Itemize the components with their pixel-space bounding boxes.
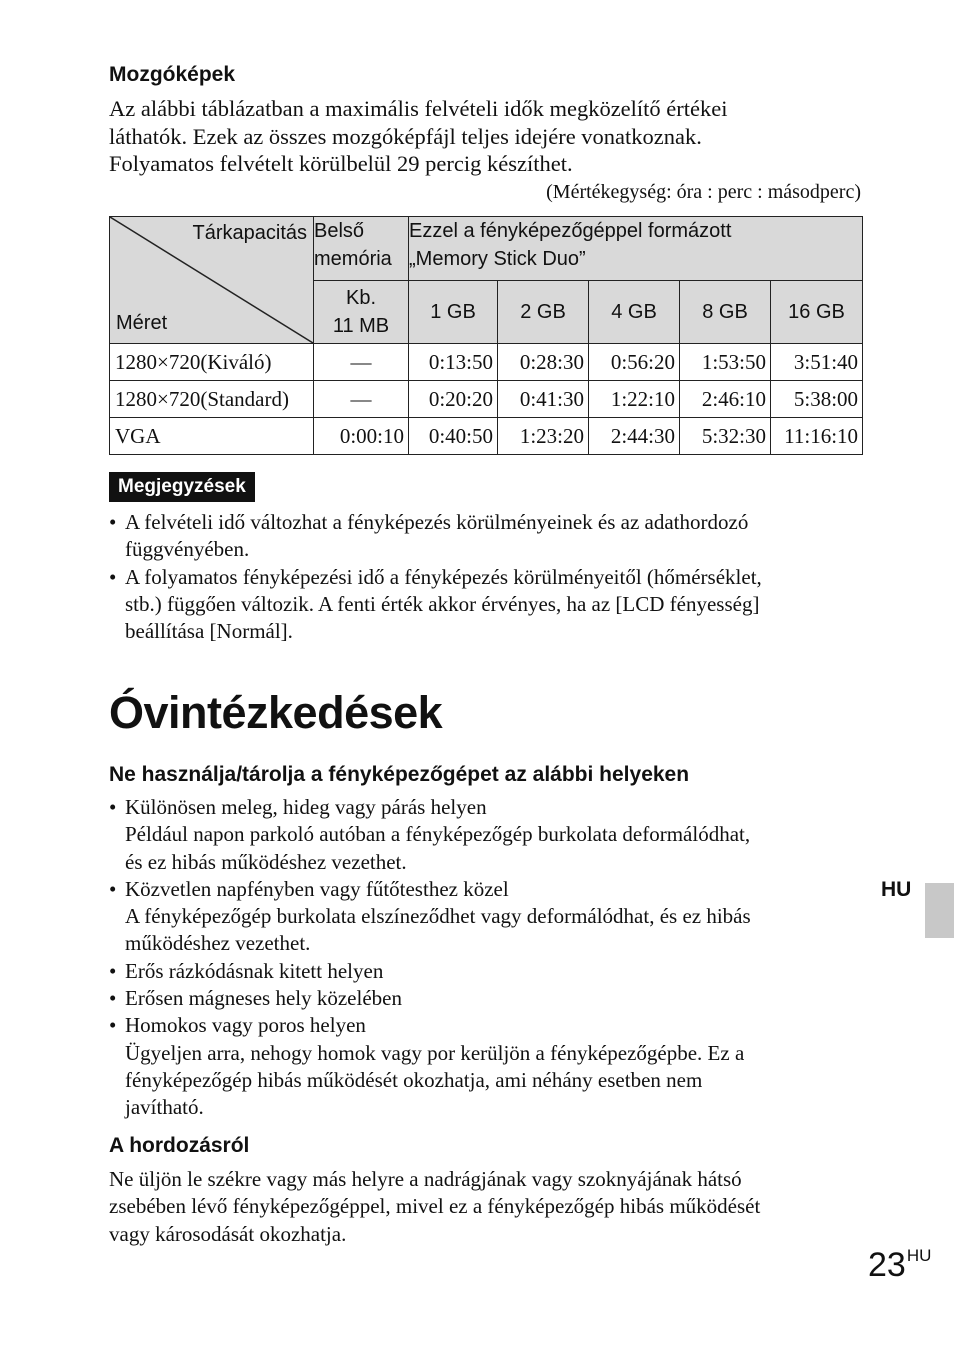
- language-tab-bar: [925, 883, 954, 938]
- table-cell: 11:16:10: [771, 418, 863, 455]
- list-item: • Erős rázkódásnak kitett helyen: [109, 958, 384, 983]
- list-item: • Közvetlen napfényben vagy fűtőtesthez közel A fényképezőgép burkolata elszíneződhet vagy deformálódhat, és ez hibás működéshez vezethet.: [109, 876, 751, 956]
- corner-label-size: Méret: [116, 312, 168, 334]
- table-cell: —: [314, 381, 409, 418]
- table-cell: 2:44:30: [589, 418, 680, 455]
- row-label: 1280×720(Standard): [110, 381, 314, 418]
- table-cell: 0:56:20: [589, 344, 680, 381]
- table-cell: 5:32:30: [680, 418, 771, 455]
- header-internal-memory: Belső memória: [314, 217, 409, 281]
- notes-list: [109, 509, 869, 645]
- text-line: zsebében lévő fényképezőgéppel, mivel ez a fényképezőgép hibás működését: [109, 1194, 761, 1219]
- text-line: Ne üljön le székre vagy más helyre a nadrágjának vagy szoknyájának hátsó: [109, 1167, 742, 1191]
- table-corner-header: [110, 217, 314, 344]
- recording-time-table: [109, 216, 863, 455]
- list-item: • A folyamatos fényképezési idő a fényképezés körülményeitől (hőmérséklet, stb.) függően változik. A fenti érték akkor érvényes, ha az [LCD fényesség] beállítása [Normál].: [109, 564, 762, 644]
- intro-line: Folyamatos felvételt körülbelül 29 percig készíthet.: [109, 151, 573, 176]
- table-cell: 0:40:50: [409, 418, 498, 455]
- section-title-carrying: A hordozásról: [109, 1134, 250, 1157]
- row-label: VGA: [110, 418, 314, 455]
- table-cell: 3:51:40: [771, 344, 863, 381]
- text-line: vagy károsodását okozhatja.: [109, 1221, 347, 1246]
- carrying-text: [109, 1166, 869, 1248]
- intro-line: láthatók. Ezek az összes mozgóképfájl teljes idejére vonatkoznak.: [109, 123, 702, 149]
- list-item: • Homokos vagy poros helyen Ügyeljen arra, nehogy homok vagy por kerüljön a fényképezőgépbe. Ez a fényképezőgép hibás működését okozhatja, ami néhány esetben nem javítható.: [109, 1013, 745, 1120]
- table-cell: 0:28:30: [498, 344, 589, 381]
- intro-line: Az alábbi táblázatban a maximális felvételi idők megközelítő értékei: [109, 96, 728, 121]
- table-cell: 1:22:10: [589, 381, 680, 418]
- table-cell: 0:13:50: [409, 344, 498, 381]
- table-cell: 0:00:10: [314, 418, 409, 455]
- header-memory-stick-duo: Ezzel a fényképezőgéppel formázott „Memory Stick Duo”: [409, 217, 863, 281]
- section-title-movies: Mozgóképek: [109, 63, 236, 86]
- precautions-list: [109, 794, 869, 1122]
- col-header-4gb: 4 GB: [589, 281, 680, 344]
- notes-badge: Megjegyzések: [109, 472, 255, 502]
- table-cell: 1:53:50: [680, 344, 771, 381]
- col-header-11mb: Kb. 11 MB: [314, 281, 409, 344]
- table-row: [110, 381, 863, 418]
- table-cell: 1:23:20: [498, 418, 589, 455]
- table-cell: —: [314, 344, 409, 381]
- corner-label-capacity: Tárkapacitás: [192, 222, 307, 244]
- table-cell: 5:38:00: [771, 381, 863, 418]
- language-tab-label: HU: [881, 878, 912, 901]
- list-item: • Különösen meleg, hideg vagy párás helyen Például napon parkoló autóban a fényképezőgép burkolata deformálódhat, és ez hibás működéshez vezethet.: [109, 795, 751, 874]
- list-item: • A felvételi idő változhat a fényképezés körülményeinek és az adathordozó függvényében.: [109, 510, 749, 562]
- row-label: 1280×720(Kiváló): [110, 344, 314, 381]
- table-cell: 0:41:30: [498, 381, 589, 418]
- table-cell: 0:20:20: [409, 381, 498, 418]
- precautions-subtitle: Ne használja/tárolja a fényképezőgépet az alábbi helyeken: [109, 763, 690, 786]
- table-row: [110, 418, 863, 455]
- col-header-8gb: 8 GB: [680, 281, 771, 344]
- movies-intro: [109, 95, 869, 178]
- page-number: $23^{HU}$: [868, 1246, 932, 1284]
- col-header-2gb: 2 GB: [498, 281, 589, 344]
- page-title: Óvintézkedések: [109, 687, 443, 738]
- col-header-16gb: 16 GB: [771, 281, 863, 344]
- unit-note: (Mértékegység: óra : perc : másodperc): [546, 181, 861, 203]
- list-item: • Erősen mágneses hely közelében: [109, 986, 402, 1011]
- table-cell: 2:46:10: [680, 381, 771, 418]
- table-row: [110, 344, 863, 381]
- col-header-1gb: 1 GB: [409, 281, 498, 344]
